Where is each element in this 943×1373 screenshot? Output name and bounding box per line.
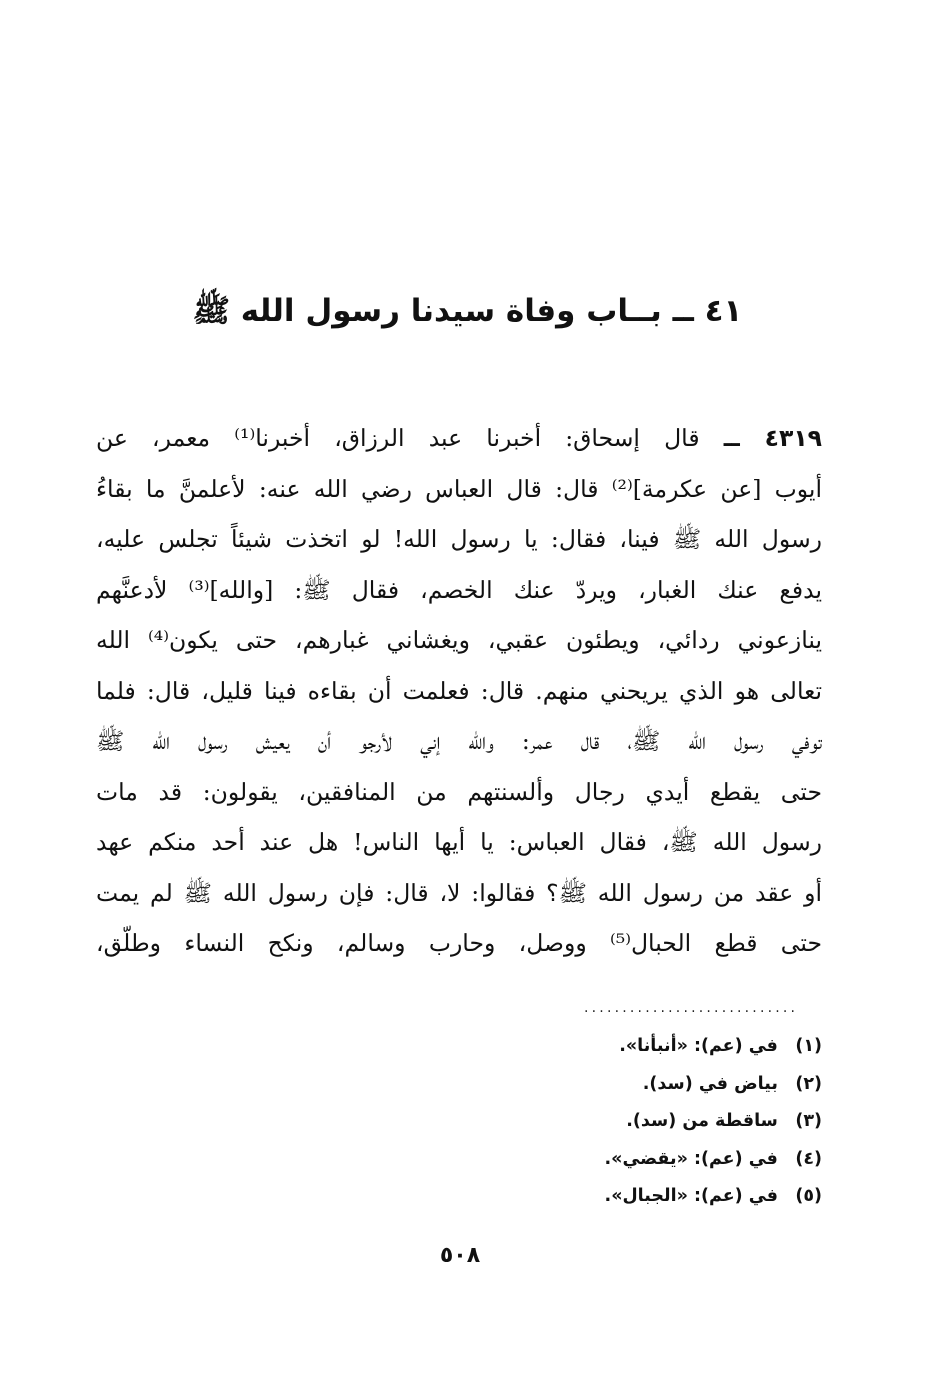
hadith-line-1 [96,413,822,464]
footnote-separator: ............................ [584,1000,799,1016]
hadith-number: ٤٣١٩ ــ [723,424,822,452]
hadith-line-6: تعالى هو الذي يريحني منهم. قال: فعلمت أن بقاءه فينا قليل، قال: فلما [96,676,822,705]
chapter-title: ٤١ ــ بــاب وفاة سيدنا رسول الله ﷺ [192,293,743,329]
hadith-line-7: توفي رسول الله ﷺ، قال عمر: والله إني لأرجو أن يعيش رسول الله ﷺ [96,727,822,755]
page-number: ٥٠٨ [439,1243,481,1268]
footnote-text: بياض في (سد). [642,1073,778,1094]
hadith-line-9: رسول الله ﷺ، فقال العباس: يا أيها الناس! هل عند أحد منكم عهد [96,828,822,856]
hadith-line-4: يدفع عنك الغبار، ويردّ عنك الخصم، فقال ﷺ: [والله]⁽³⁾ لأدعنَّهم [96,575,822,604]
footnote-1 [450,1028,822,1066]
hadith-line-11: حتى قطع الحبال⁽⁵⁾ ووصل، وحارب وسالم، ونكح النساء وطلّق، [96,929,822,957]
footnote-5 [450,1178,822,1216]
footnote-2 [450,1066,822,1104]
footnote-text: في (عم): «أنبأنا». [619,1036,778,1056]
footnote-number: (٤) [795,1148,822,1169]
footnote-number: (٢) [795,1073,822,1094]
hadith-line-8: حتى يقطع أيدي رجال وألسنتهم من المنافقين، يقولون: قد مات [96,777,822,806]
hadith-line-10: أو عقد من رسول الله ﷺ؟ فقالوا: لا، قال: فإن رسول الله ﷺ لم يمت [96,878,822,907]
footnote-text: ساقطة من (سد). [626,1111,778,1131]
hadith-line-2: أيوب [عن عكرمة]⁽²⁾ قال: قال العباس رضي الله عنه: لأعلمنَّ ما بقاءُ [96,474,822,503]
footnote-number: (٥) [795,1186,822,1206]
hadith-line-3: رسول الله ﷺ فينا، فقال: يا رسول الله! لو اتخذت شيئاً تجلس عليه، [96,525,822,553]
footnotes [450,1028,822,1216]
footnote-3 [450,1103,822,1141]
footnote-number: (١) [795,1036,822,1056]
footnote-text: في (عم): «يقضي». [604,1148,778,1169]
footnote-text: في (عم): «الجبال». [604,1186,778,1206]
hadith-text [96,413,822,969]
footnote-number: (٣) [795,1111,822,1131]
hadith-line-5: ينازعوني ردائي، ويطئون عقبي، ويغشاني غبارهم، حتى يكون⁽⁴⁾ الله [96,626,822,654]
footnote-4 [450,1141,822,1179]
hadith-line-1-text: قال إسحاق: أخبرنا عبد الرزاق، أخبرنا⁽¹⁾ معمر، عن [96,424,724,452]
